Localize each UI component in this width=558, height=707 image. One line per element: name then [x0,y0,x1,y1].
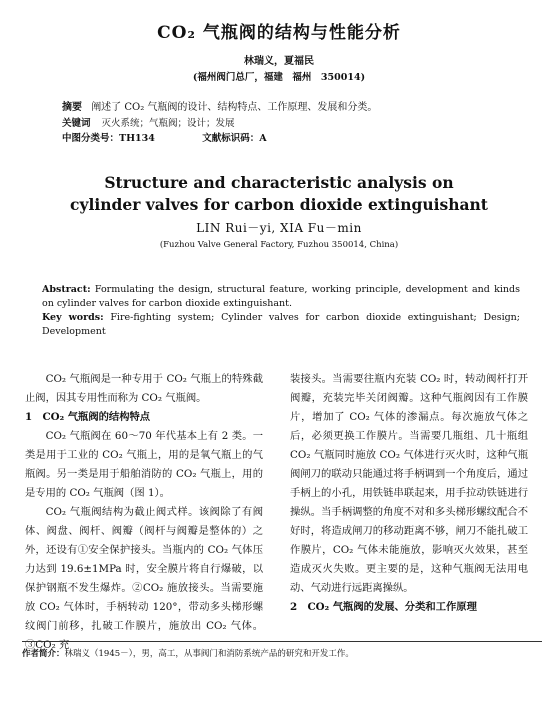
clc-number: 中图分类号：TH134 [62,133,155,144]
section-heading-2: 2 CO₂ 气瓶阀的发展、分类和工作原理 [290,601,477,613]
intro-paragraph: CO₂ 气瓶阀是一种专用于 CO₂ 气瓶上的特殊截止阀，因其专用性而称为 CO₂ 气瓶阀。 [25,373,263,404]
body-column-left [25,370,263,655]
keywords-cn-label: 关键词 [62,118,91,129]
authors-cn: 林瑞义，夏福民 [244,56,314,67]
body-paragraph: CO₂ 气瓶阀在 60～70 年代基本上有 2 类。一类是用于工业的 CO₂ 气瓶上，用的是氧气瓶上的气瓶阀。另一类是用于船舶消防的 CO₂ 气瓶上，用的是专用的 CO₂ 气瓶阀（图 1）。 [25,430,263,499]
keywords-en-label: Key words: [42,312,104,323]
abstract-cn [62,98,522,113]
body-paragraph: CO₂ 气瓶阀结构为截止阀式样。该阀除了有阀体、阀盘、阀杆、阀瓣（阀杆与阀瓣是整体的）之外，还设有①安全保护接头。当瓶内的 CO₂ 气体压力达到 19.6±1MPa 时，安全膜片将自行爆破，以保护钢瓶不发生爆炸。②CO₂ 施放接头。当需要施放 CO₂ 气体时，手柄转动 120°，带动多头梯形螺纹阀门前移，扎破工作膜片，施放出 CO₂ 气体。③CO₂ 充 [25,506,263,651]
body-paragraph-continued: 装接头。当需要往瓶内充装 CO₂ 时，转动阀杆打开阀瓣，充装完毕关闭阀瓣。这种气瓶阀因有工作膜片，增加了 CO₂ 气体的渗漏点。每次施放气体之后，必须更换工作膜片。当需要几瓶组、几十瓶组 CO₂ 气瓶同时施放 CO₂ 气体进行灭火时，这种气瓶阀闸刀的联动只能通过将手柄调到一个角度后，通过手柄上的小孔，用铁链串联起来，用手拉动铁链进行操纵。当手柄调整的角度不对和多头梯形螺纹配合不好时，将造成闸刀的移动距离不够，闸刀不能扎破工作膜片，CO₂ 气体未能施放，影响灭火效果，甚至造成灭火失败。更主要的是，这种气瓶阀无法用电动、气动进行远距离操纵。 [290,373,528,594]
abstract-en-label: Abstract: [42,284,91,295]
footnote-label: 作者简介： [22,649,65,659]
keywords-en-text: Fire-fighting system; Cylinder valves for carbon dioxide extinguishant; Design; Development [42,312,521,337]
body-column-right [290,370,528,617]
abstract-en-block [42,283,520,339]
keywords-en [42,311,520,339]
affiliation-en: (Fuzhou Valve General Factory, Fuzhou 350014, China) [159,240,399,250]
abstract-cn-label: 摘要 [62,102,82,113]
affiliation-cn: (福州阀门总厂，福建 福州 350014) [192,72,366,83]
authors-en: LIN Rui－yi, XIA Fu－min [196,221,362,235]
section-heading-1: 1 CO₂ 气瓶阀的结构特点 [25,411,151,423]
abstract-cn-text: 阐述了 CO₂ 气瓶阀的设计、结构特点、工作原理、发展和分类。 [91,102,378,113]
abstract-en-text: Formulating the design, structural feature, working principle, development and kinds on cylinder valves for carbon dioxide extinguishant. [42,284,520,309]
keywords-cn [62,115,235,129]
paper-title-cn: CO₂ 气瓶阀的结构与性能分析 [157,23,401,43]
footnote-divider [22,641,542,642]
abstract-en [42,283,520,311]
paper-title-en-text: Structure and characteristic analysis on cylinder valves for carbon dioxide extinguishant [70,173,488,214]
paper-title-en [0,172,558,216]
footnote-text: 林瑞义（1945－），男，高工，从事阀门和消防系统产品的研究和开发工作。 [64,649,354,659]
keywords-cn-text: 灭火系统；气瓶阀；设计；发展 [101,118,235,129]
doc-code: 文献标识码：A [202,133,267,144]
author-footnote [22,647,354,659]
classification-line [62,130,311,144]
